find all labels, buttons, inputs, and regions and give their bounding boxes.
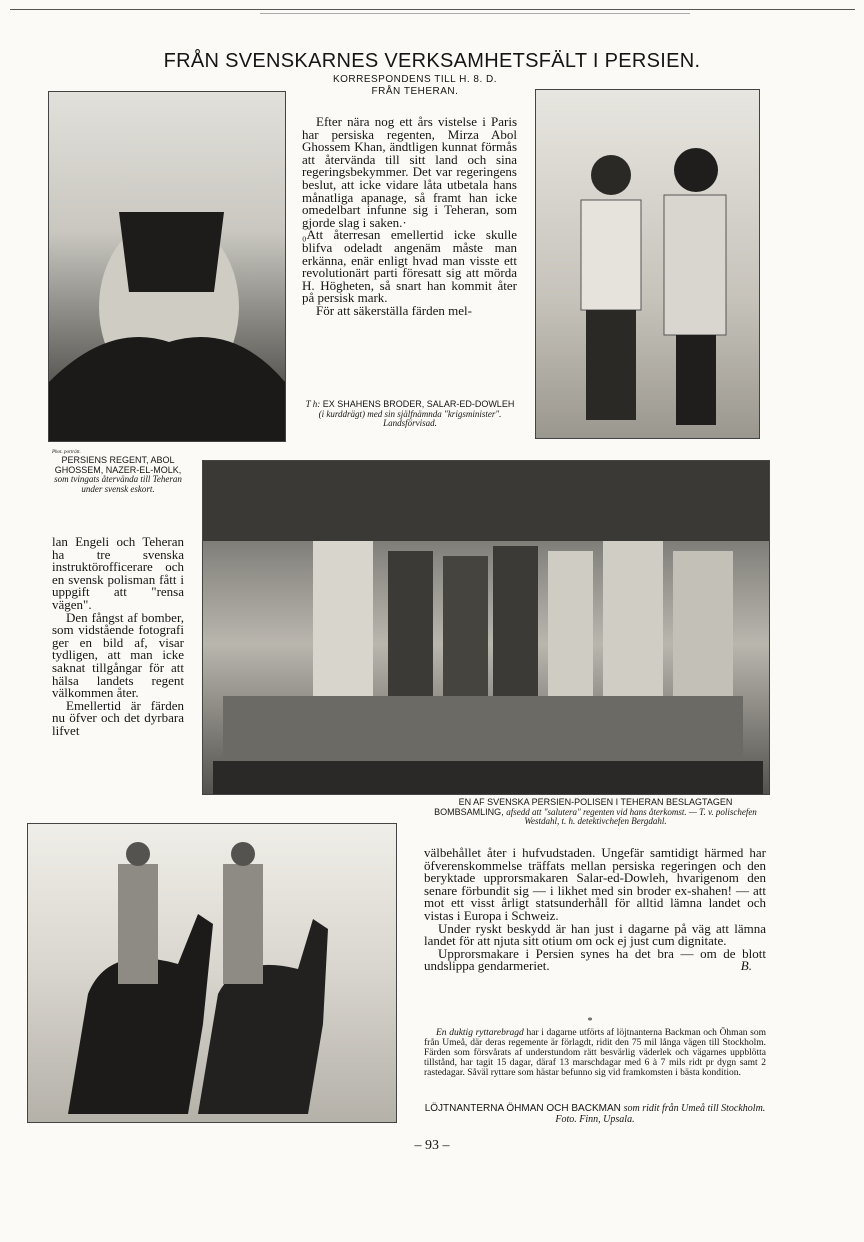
article-column-right — [424, 847, 766, 973]
regent-portrait-photo — [48, 91, 286, 442]
article-paragraph: lan Engeli och Teheran ha tre svenska instruktörofficerare och en svensk polisman fått i uppgift att "rensa vägen". — [52, 534, 184, 612]
subtitle — [285, 74, 545, 98]
article-paragraph: Efter nära nog ett års vistelse i Paris har persiska regenten, Mirza Abol Ghossem Khan, ändtligen kunnat förmås att återvända till sitt land och sina regeringsbekymmer. Det var regeringens beslut, att icke vidare låta utbetala hans månatliga apanage, så framt han icke omedelbart infunne sig i Teheran, som gjorde slag i saken.· — [302, 114, 517, 230]
top-rule-secondary — [260, 13, 690, 14]
article-paragraph: Emellertid är färden nu öfver och det dyrbara lifvet — [52, 697, 184, 738]
bomb-collection-photo — [202, 460, 770, 795]
page-number: – 93 – — [414, 1138, 450, 1153]
caption-regent — [52, 450, 184, 494]
caption-italic: (i kurddrägt) med sin själfnämnda "krigsminister". Landsförvisad. — [318, 408, 502, 428]
article-column-left — [52, 536, 184, 738]
article-paragraph: ₀Att återresan emellertid icke skulle blifva odeladt angenäm måste man erkänna, enär enligt hvad man visste ett revolutionärt parti föresatt sig att mörda H. Högheten, så snart han kommit åter på persisk mark. — [302, 227, 517, 306]
caption-italic: som ridit från Umeå till Stockholm. Foto. Finn, Upsala. — [555, 1103, 766, 1125]
article-paragraph: Den fångst af bomber, som vidstående fotografi ger en bild af, visar tydligen, att man icke saknat tillgångar för att hälsa landets regent välkommen åter. — [52, 609, 184, 701]
article-paragraph: välbehållet åter i hufvudstaden. Ungefär samtidigt härmed har öfverenskommelse träffats mellan persiska regeringen och den beryktade upprorsmakaren Salar-ed-Dowleh, hvarigenom den senare förbundit sig — i likhet med sin broder ex-shahen! — att mot ett visst årligt statsunderhåll för alltid lämna landet och vistas i Europa i Schweiz. — [424, 845, 766, 923]
caption-caps: EX SHAHENS BRODER, SALAR-ED-DOWLEH — [322, 399, 515, 409]
caption-italic: som tvingats återvända till Teheran under svensk eskort. — [54, 474, 182, 494]
signature: B. — [740, 958, 752, 974]
notice-lead: En duktig ryttarebragd — [436, 1028, 524, 1038]
caption-credit: Phot. porträtt. — [52, 450, 81, 455]
article-column-center — [302, 116, 517, 318]
caption-salar-ed-dowleh — [303, 400, 517, 429]
caption-riders — [424, 1104, 766, 1125]
notice-text: har i dagarne utförts af löjtnanterna Backman och Öhman som från Umeå, där deras regemente är förlagdt, ridit den 75 mil långa vägen till Stockholm. Färden som försvårats af understundom rätt besvärlig väderlek och vägarnes uppblötta tillstånd, har tagit 15 dagar, däraf 13 marschdagar med 6 à 7 mils ridt pr dygn samt 2 rastedagar. Såväl ryttare som hästar befunno sig vid framkomsten i bästa kondition. — [424, 1028, 767, 1078]
caption-bomb-collection — [423, 798, 768, 827]
article-paragraph: För att säkerställa färden mel- — [316, 302, 472, 318]
separator-star: * — [587, 1016, 593, 1027]
caption-caps: LÖJTNANTERNA ÖHMAN OCH BACKMAN — [424, 1103, 621, 1114]
article-paragraph — [424, 945, 766, 974]
top-rule — [10, 9, 855, 10]
article-text: Upprorsmakare i Persien synes ha det bra — om de blott undslippa gendarmeriet. — [424, 945, 766, 974]
page-title: FRÅN SVENSKARNES VERKSAMHETSFÄLT I PERSIEN. — [163, 50, 701, 72]
article-paragraph: Under ryskt beskydd är han just i dagarne på väg att lämna landet för att njuta sitt otium om ock ej just cum dignitate. — [424, 920, 766, 949]
subtitle-line-2: FRÅN TEHERAN. — [371, 86, 459, 97]
caption-italic: afsedd att "salutera" regenten vid hans återkomst. — T. v. polischefen Westdahl, t. h. detektivchefen Bergdahl. — [506, 806, 757, 826]
notice-paragraph — [424, 1028, 766, 1078]
salar-ed-dowleh-photo — [535, 89, 760, 439]
caption-prefix: T h: — [305, 399, 321, 409]
caption-caps: EN AF SVENSKA PERSIEN-POLISEN I TEHERAN BESLAGTAGEN BOMBSAMLING, — [434, 797, 733, 817]
riders-photo — [27, 823, 397, 1123]
caption-caps: PERSIENS REGENT, ABOL GHOSSEM, NAZER-EL-MOLK, — [54, 455, 182, 475]
subtitle-line-1: KORRESPONDENS TILL H. 8. D. — [332, 74, 498, 85]
